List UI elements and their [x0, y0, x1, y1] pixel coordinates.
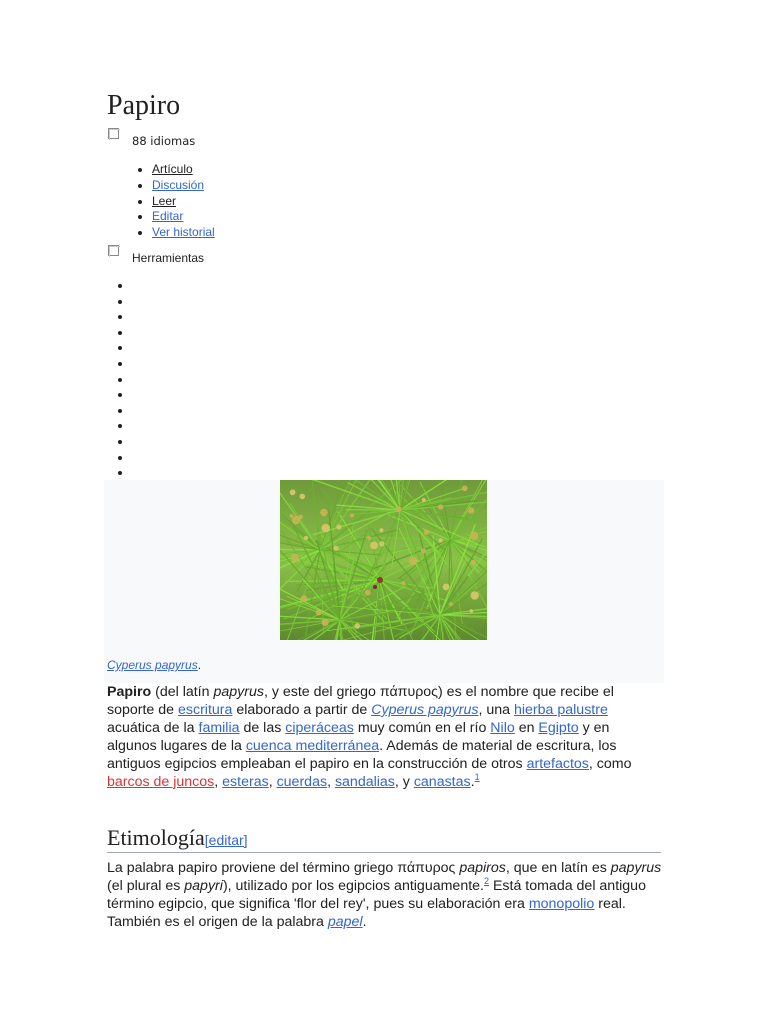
- caption-link[interactable]: Cyperus papyrus: [107, 658, 198, 672]
- page-tabs: [132, 162, 215, 241]
- papyrus-image[interactable]: [280, 480, 487, 640]
- tab-editar-link[interactable]: Editar: [152, 209, 184, 224]
- tools-list: [112, 278, 132, 481]
- tools-checkbox[interactable]: [108, 245, 119, 256]
- link-cuerdas[interactable]: cuerdas: [276, 773, 328, 790]
- reference-2[interactable]: 2: [483, 875, 489, 886]
- link-nilo[interactable]: Nilo: [490, 719, 515, 736]
- link-escritura[interactable]: escritura: [178, 701, 233, 718]
- tab-discusion-link[interactable]: Discusión: [152, 177, 205, 192]
- etymology-paragraph: La palabra papiro proviene del término griego πάπυρος papiros, que en latín es papyrus (el plural es papyri), utilizado por los egipcios antiguamente.$^2$ Está tomada del antiguo término egipcio, que significa 'flor del rey', pues su elaboración era monopolio real. También es el origen de la palabra papel.: [107, 860, 662, 930]
- link-esteras[interactable]: esteras: [222, 773, 269, 790]
- tab-articulo[interactable]: [152, 162, 215, 178]
- link-canastas[interactable]: canastas: [413, 773, 471, 790]
- link-cuenca-mediterranea[interactable]: cuenca mediterránea: [245, 737, 380, 754]
- papyrus-photo-svg: [280, 480, 487, 640]
- image-caption: Cyperus papyrus.: [107, 658, 202, 672]
- tab-ver-historial[interactable]: [152, 225, 215, 241]
- section-heading-etimologia: Etimología[editar]: [107, 824, 661, 853]
- tab-historial-link[interactable]: Ver historial: [152, 225, 215, 240]
- languages-label[interactable]: 88 idiomas: [132, 134, 196, 148]
- languages-checkbox[interactable]: [108, 128, 119, 139]
- link-sandalias[interactable]: sandalias: [334, 773, 395, 790]
- edit-section-link[interactable]: [editar]: [204, 832, 248, 848]
- tab-discusion[interactable]: [152, 178, 215, 194]
- link-cyperus-papyrus[interactable]: Cyperus papyrus: [371, 701, 479, 718]
- link-artefactos[interactable]: artefactos: [526, 755, 589, 772]
- tab-leer-link[interactable]: Leer: [152, 193, 177, 208]
- tab-editar[interactable]: [152, 209, 215, 225]
- image-infobox: [104, 480, 664, 683]
- tab-articulo-link[interactable]: Artículo: [152, 162, 193, 176]
- reference-1[interactable]: 1: [474, 771, 480, 782]
- link-hierba-palustre[interactable]: hierba palustre: [513, 701, 608, 718]
- link-egipto[interactable]: Egipto: [538, 719, 579, 736]
- tab-leer[interactable]: [152, 194, 215, 210]
- intro-paragraph: Papiro (del latín papyrus, y este del griego πάπυρος) es el nombre que recibe el soporte de escritura elaborado a partir de Cyperus papyrus, una hierba palustre acuática de la familia de las ciperáceas muy común en el río Nilo en Egipto y en algunos lugares de la cuenca mediterránea. Además de material de escritura, los antiguos egipcios empleaban el papiro en la construcción de otros artefactos, como barcos de juncos, esteras, cuerdas, sandalias, y canastas.$^1$: [107, 684, 632, 790]
- link-papel[interactable]: papel: [327, 913, 363, 930]
- link-barcos-de-juncos[interactable]: barcos de juncos: [107, 773, 215, 790]
- tools-label[interactable]: Herramientas: [132, 251, 205, 265]
- page-title: Papiro: [107, 90, 181, 121]
- link-monopolio[interactable]: monopolio: [528, 895, 595, 912]
- link-familia[interactable]: familia: [198, 719, 240, 736]
- link-ciperaceas[interactable]: ciperáceas: [285, 719, 354, 736]
